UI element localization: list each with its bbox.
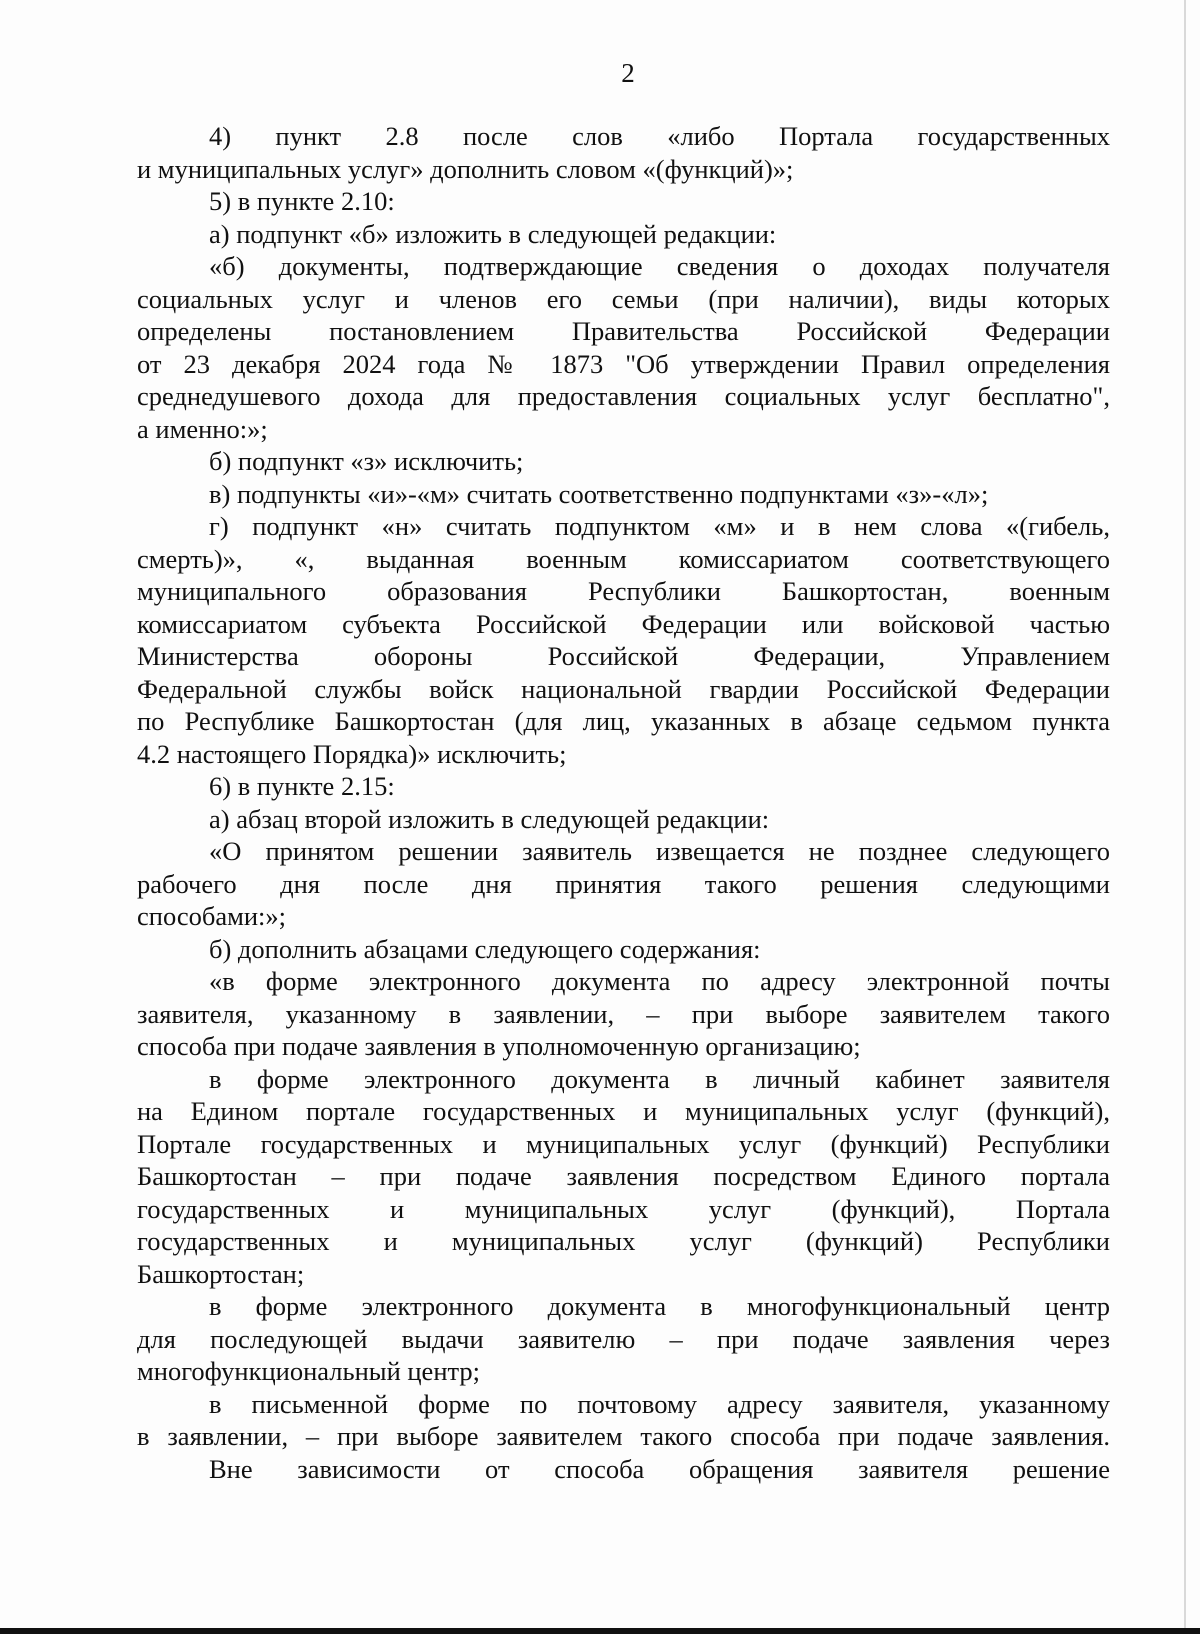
text-line: способами:»; [137,901,287,931]
document-body [137,120,1110,1485]
text-line: смерть)», «, выданная военным комиссариатом соответствующего [137,543,1110,574]
text-line: государственных и муниципальных услуг (функций), Портала [137,1193,1110,1224]
text-line: способа при подаче заявления в уполномоченную организацию; [137,1031,861,1061]
text-line: Башкортостан; [137,1258,305,1289]
scan-bottom-border [0,1628,1200,1634]
text-line: «б) документы, подтверждающие сведения о доходах получателя [209,251,1110,281]
text-line: 5) в пункте 2.10: [209,186,395,216]
text-line: в форме электронного документа в многофункциональный центр [209,1291,1110,1321]
text-line: а) подпункт «б» изложить в следующей редакции: [209,218,777,249]
text-line: для последующей выдачи заявителю – при подаче заявления через [137,1323,1110,1354]
text-line: муниципального образования Республики Башкортостан, военным [137,576,1110,606]
text-line: в заявлении, – при выборе заявителем такого способа при подаче заявления. [137,1421,1110,1451]
text-line: г) подпункт «н» считать подпунктом «м» и в нем слова «(гибель, [209,511,1110,541]
text-line: Министерства обороны Российской Федерации, Управлением [137,641,1110,671]
text-line: рабочего дня после дня принятия такого решения следующими [137,868,1110,899]
text-line: Федеральной службы войск национальной гвардии Российской Федерации [137,673,1110,704]
text-line: а) абзац второй изложить в следующей редакции: [209,803,770,834]
text-line: среднедушевого дохода для предоставления социальных услуг бесплатно", [137,381,1110,411]
page-number: 2 [621,58,635,88]
text-line: государственных и муниципальных услуг (функций) Республики [137,1226,1110,1256]
text-line: а именно:»; [137,413,268,444]
text-line: социальных услуг и членов его семьи (при наличии), виды которых [137,283,1110,314]
text-line: многофункциональный центр; [137,1356,481,1386]
text-line: 4.2 настоящего Порядка)» исключить; [137,738,567,769]
text-line: Портале государственных и муниципальных услуг (функций) Республики [137,1128,1110,1159]
text-line: Башкортостан – при подаче заявления посредством Единого портала [137,1161,1110,1191]
text-line: заявителя, указанному в заявлении, – при выборе заявителем такого [137,998,1110,1029]
text-line: 4) пункт 2.8 после слов «либо Портала государственных [209,121,1110,151]
text-line: 6) в пункте 2.15: [209,771,395,801]
text-line: в письменной форме по почтовому адресу заявителя, указанному [209,1388,1110,1419]
text-line: по Республике Башкортостан (для лиц, указанных в абзаце седьмом пункта [137,706,1110,736]
text-line: комиссариатом субъекта Российской Федерации или войсковой частью [137,608,1110,639]
text-line: в форме электронного документа в личный кабинет заявителя [209,1063,1110,1094]
text-line: б) дополнить абзацами следующего содержания: [209,933,761,964]
scan-edge [1184,0,1186,1634]
text-line: Вне зависимости от способа обращения заявителя решение [209,1453,1110,1484]
text-line: в) подпункты «и»-«м» считать соответственно подпунктами «з»-«л»; [209,478,989,509]
text-line: и муниципальных услуг» дополнить словом «(функций)»; [137,153,794,184]
text-line: «в форме электронного документа по адресу электронной почты [209,966,1110,996]
text-line: «О принятом решении заявитель извещается не позднее следующего [209,836,1110,866]
text-line: определены постановлением Правительства Российской Федерации [137,316,1110,346]
text-line: от 23 декабря 2024 года № 1873 "Об утверждении Правил определения [137,348,1110,379]
text-line: на Едином портале государственных и муниципальных услуг (функций), [137,1096,1110,1126]
text-line: б) подпункт «з» исключить; [209,446,524,476]
